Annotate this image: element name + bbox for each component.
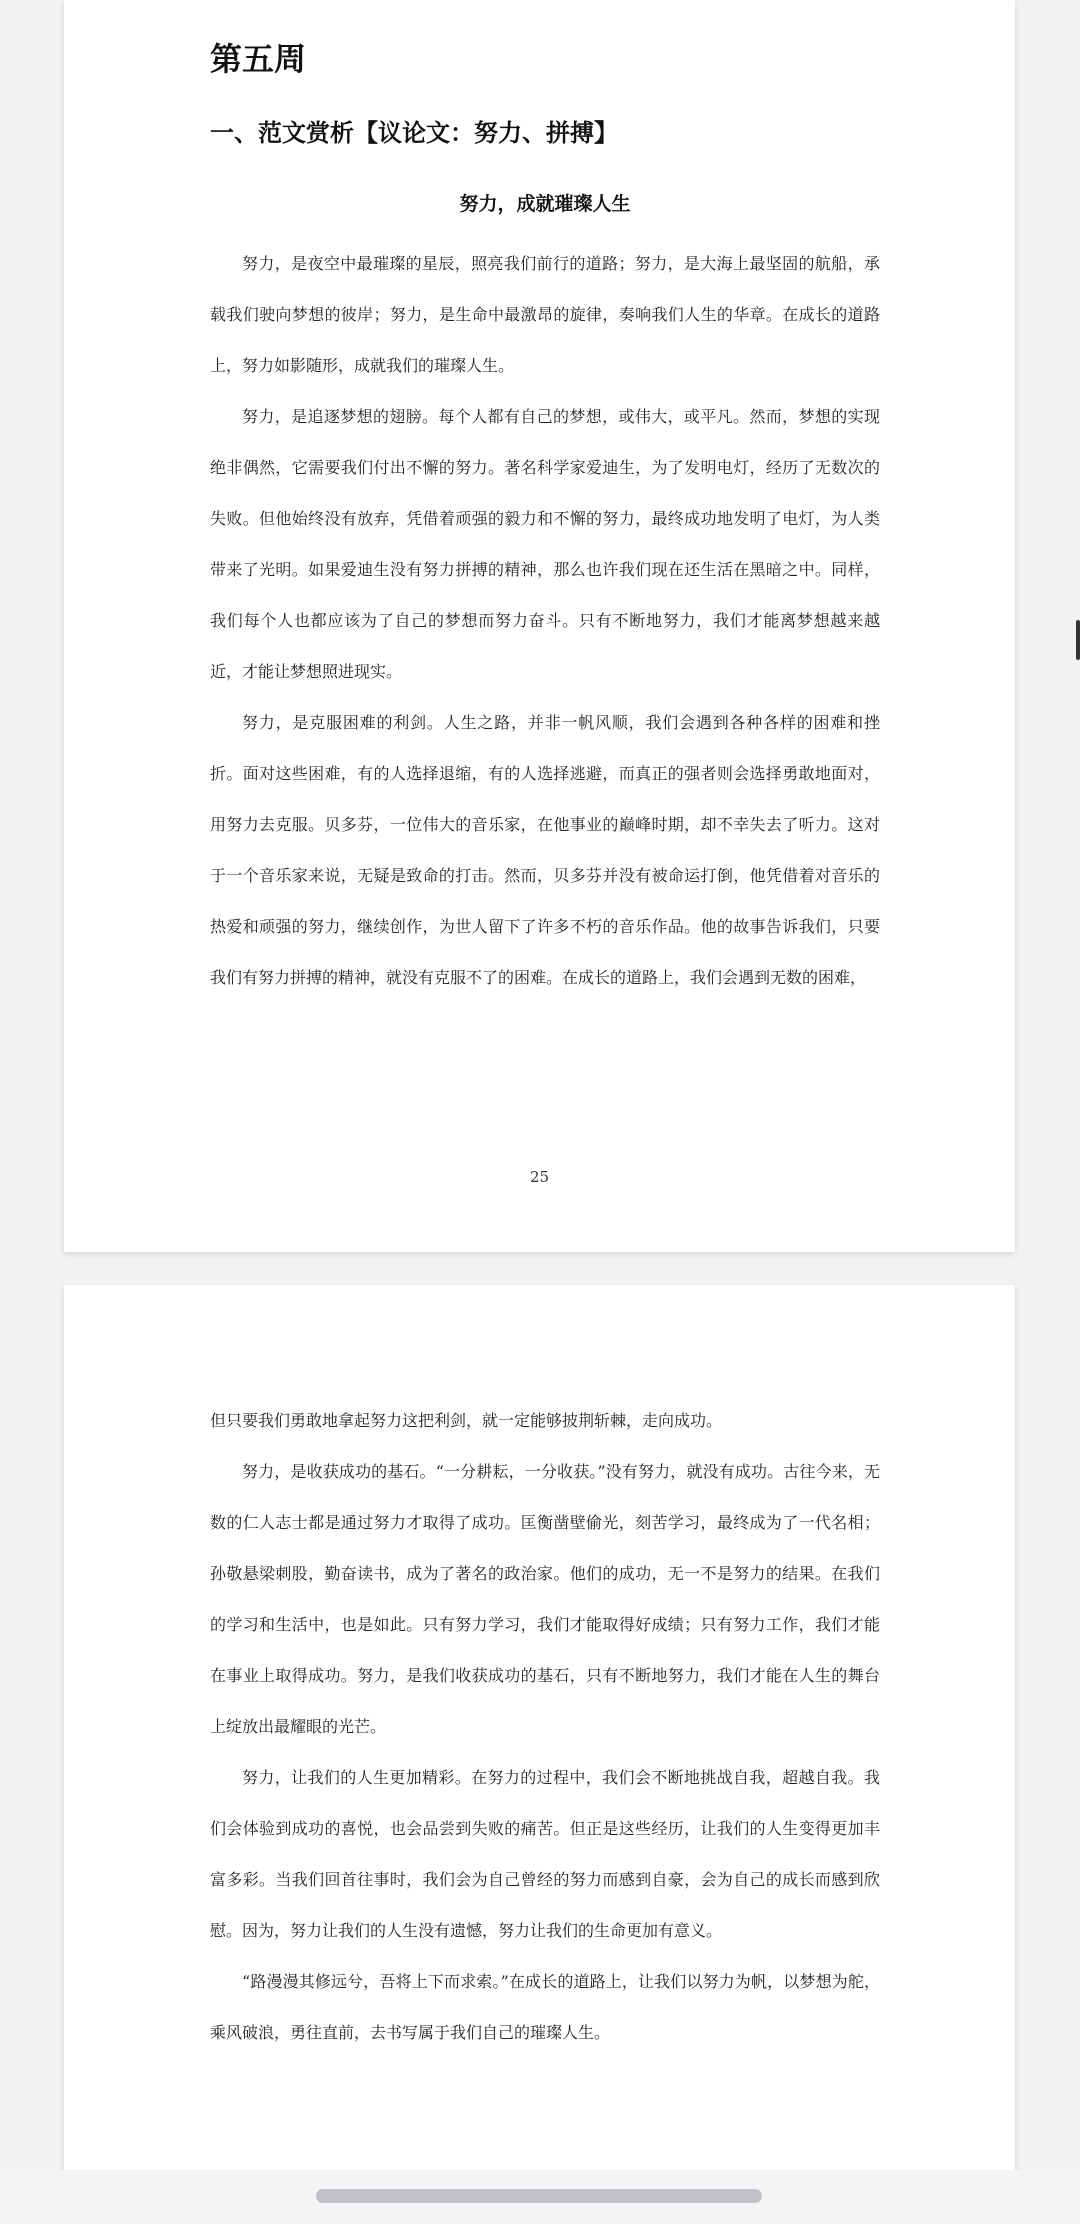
week-heading: 第五周 <box>210 40 307 78</box>
document-page-1 <box>64 0 1015 1252</box>
paragraph: “路漫漫其修远兮，吾将上下而求索。”在成长的道路上，让我们以努力为帆，以梦想为舵，乘风破浪，勇往直前，去书写属于我们自己的璀璨人生。 <box>210 1972 880 2042</box>
section-heading: 一、范文赏析【议论文：努力、拼搏】 <box>210 119 618 147</box>
page-content <box>210 1395 880 2058</box>
continued-paragraph: 但只要我们勇敢地拿起努力这把利剑，就一定能够披荆斩棘，走向成功。 <box>210 1411 723 1430</box>
paragraph: 努力，让我们的人生更加精彩。在努力的过程中，我们会不断地挑战自我，超越自我。我们会体验到成功的喜悦，也会品尝到失败的痛苦。但正是这些经历，让我们的人生变得更加丰富多彩。当我们回首往事时，我们会为自己曾经的努力而感到自豪，会为自己的成长而感到欣慰。因为，努力让我们的人生没有遗憾，努力让我们的生命更加有意义。 <box>210 1768 880 1940</box>
paragraph: 努力，是夜空中最璀璨的星辰，照亮我们前行的道路；努力，是大海上最坚固的航船，承载我们驶向梦想的彼岸；努力，是生命中最激昂的旋律，奏响我们人生的华章。在成长的道路上，努力如影随形，成就我们的璀璨人生。 <box>210 254 880 375</box>
paragraph: 努力，是克服困难的利剑。人生之路，并非一帆风顺，我们会遇到各种各样的困难和挫折。面对这些困难，有的人选择退缩，有的人选择逃避，而真正的强者则会选择勇敢地面对，用努力去克服。贝多芬，一位伟大的音乐家，在他事业的巅峰时期，却不幸失去了听力。这对于一个音乐家来说，无疑是致命的打击。然而，贝多芬并没有被命运打倒，他凭借着对音乐的热爱和顽强的努力，继续创作，为世人留下了许多不朽的音乐作品。他的故事告诉我们，只要我们有努力拼搏的精神，就没有克服不了的困难。在成长的道路上，我们会遇到无数的困难， <box>210 713 880 987</box>
paragraph: 努力，是追逐梦想的翅膀。每个人都有自己的梦想，或伟大，或平凡。然而，梦想的实现绝非偶然，它需要我们付出不懈的努力。著名科学家爱迪生，为了发明电灯，经历了无数次的失败。但他始终没有放弃，凭借着顽强的毅力和不懈的努力，最终成功地发明了电灯，为人类带来了光明。如果爱迪生没有努力拼搏的精神，那么也许我们现在还生活在黑暗之中。同样，我们每个人也都应该为了自己的梦想而努力奋斗。只有不断地努力，我们才能离梦想越来越近，才能让梦想照进现实。 <box>210 407 880 681</box>
paragraph: 努力，是收获成功的基石。“一分耕耘，一分收获。”没有努力，就没有成功。古往今来，无数的仁人志士都是通过努力才取得了成功。匡衡凿壁偷光，刻苦学习，最终成为了一代名相；孙敬悬梁刺股，勤奋读书，成为了著名的政治家。他们的成功，无一不是努力的结果。在我们的学习和生活中，也是如此。只有努力学习，我们才能取得好成绩；只有努力工作，我们才能在事业上取得成功。努力，是我们收获成功的基石，只有不断地努力，我们才能在人生的舞台上绽放出最耀眼的光芒。 <box>210 1462 880 1736</box>
document-page-2 <box>64 1285 1015 2224</box>
page-content <box>210 40 880 1003</box>
home-indicator[interactable] <box>316 2189 762 2203</box>
scroll-handle[interactable] <box>1076 620 1080 660</box>
page-number: 25 <box>529 1168 550 1186</box>
essay-title: 努力，成就璀璨人生 <box>459 193 631 215</box>
